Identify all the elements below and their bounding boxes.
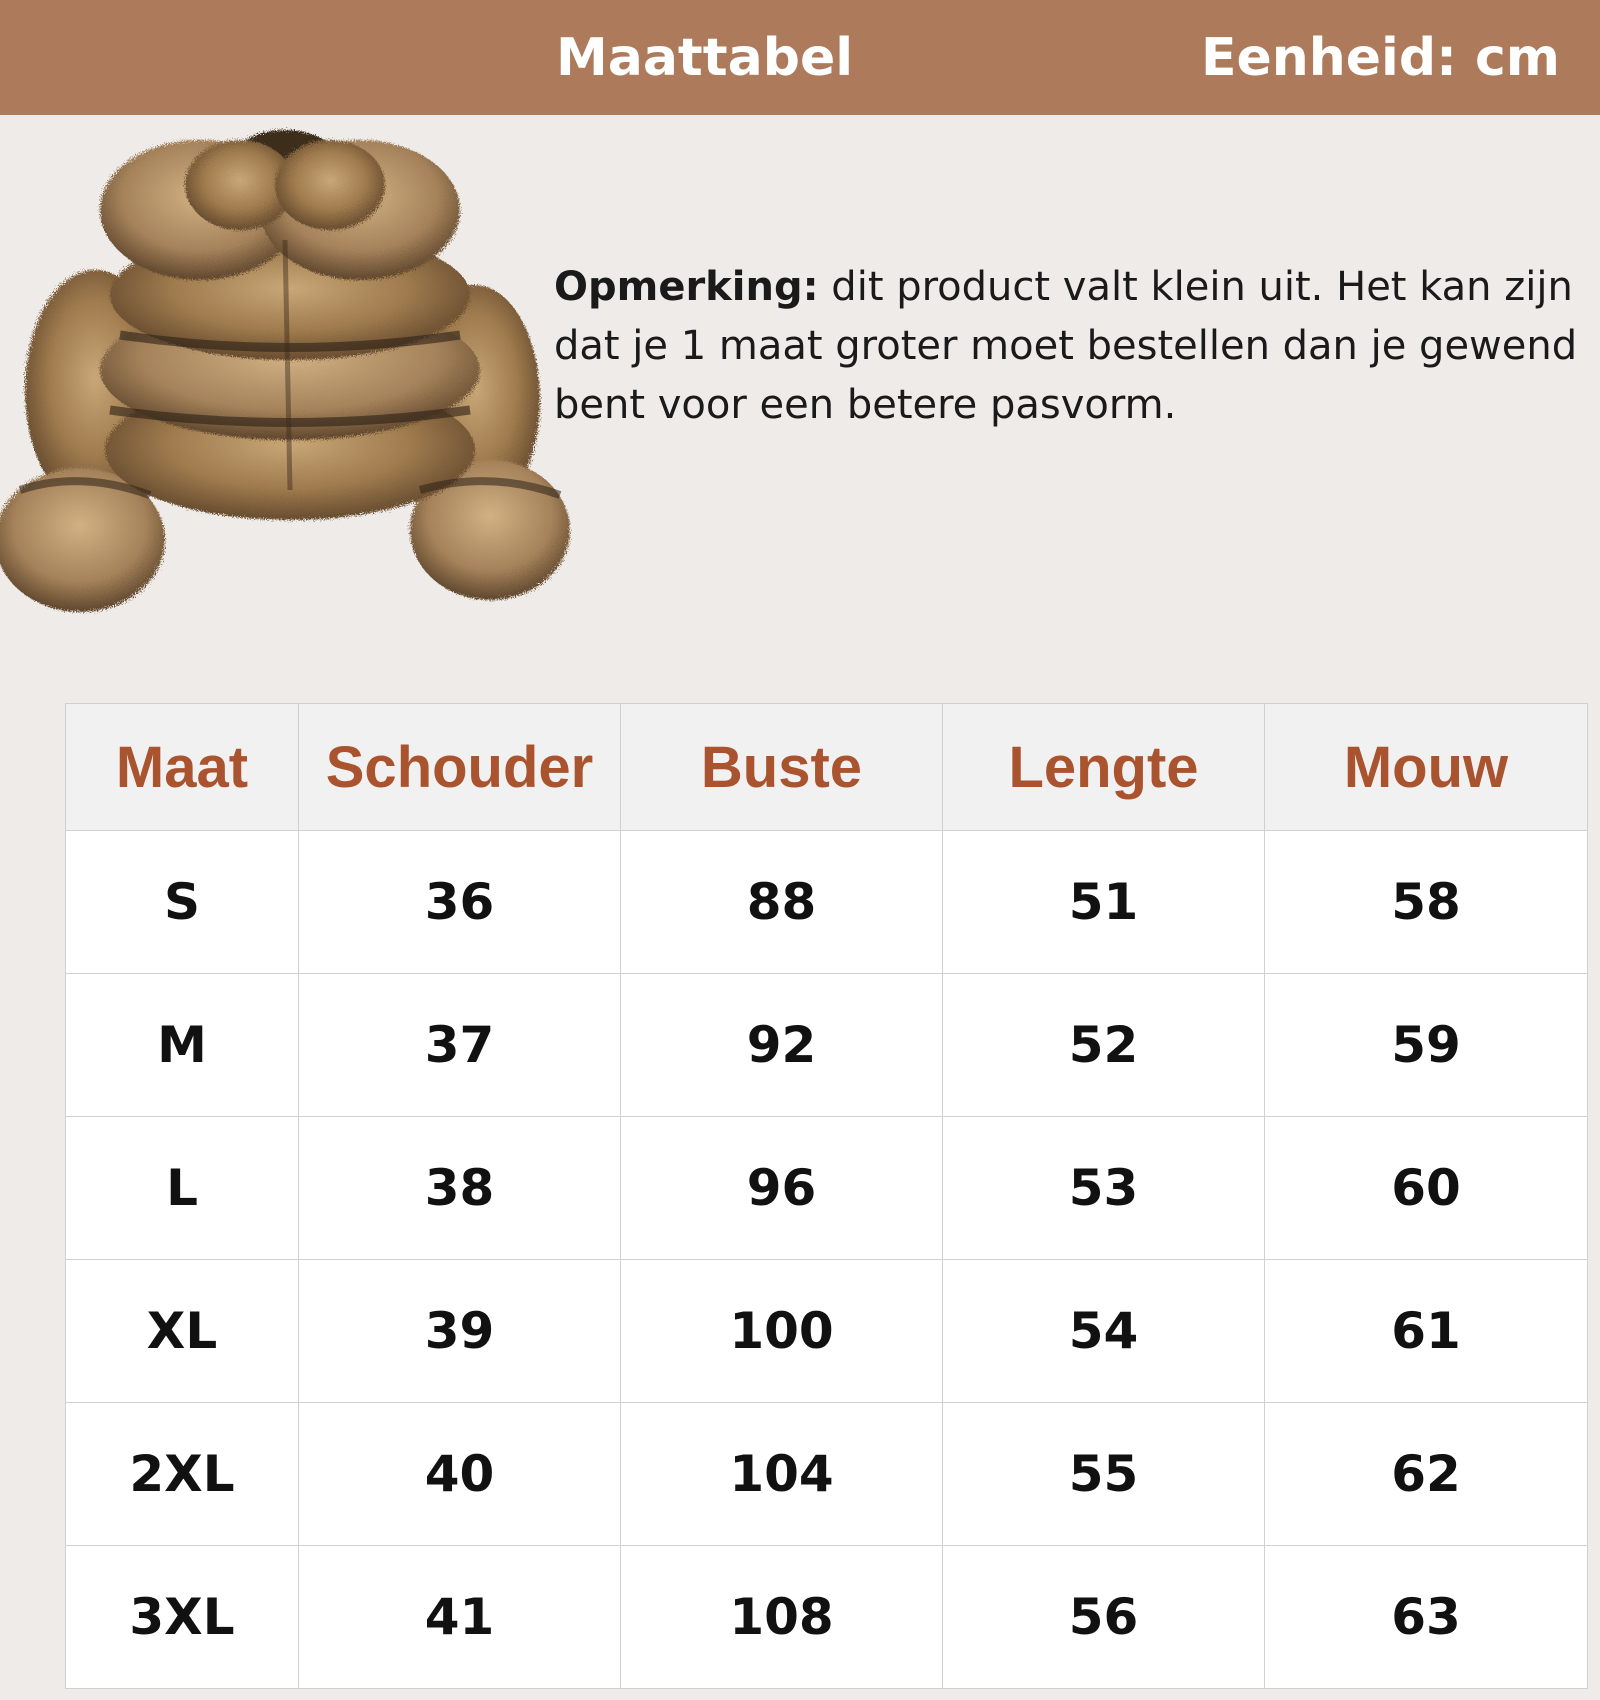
table-cell: 40 bbox=[299, 1403, 621, 1546]
table-cell: 51 bbox=[943, 831, 1265, 974]
table-cell: 92 bbox=[621, 974, 943, 1117]
table-row bbox=[66, 1546, 1588, 1689]
sizing-note bbox=[554, 258, 1594, 435]
page-title: Maattabel bbox=[556, 28, 854, 88]
fur-jacket-image bbox=[0, 110, 580, 630]
table-cell: 37 bbox=[299, 974, 621, 1117]
table-cell: 3XL bbox=[66, 1546, 299, 1689]
table-cell: 38 bbox=[299, 1117, 621, 1260]
table-cell: 36 bbox=[299, 831, 621, 974]
table-header-row bbox=[66, 704, 1588, 831]
table-cell: 88 bbox=[621, 831, 943, 974]
table-cell: 52 bbox=[943, 974, 1265, 1117]
note-label: Opmerking: bbox=[554, 264, 819, 310]
table-cell: 55 bbox=[943, 1403, 1265, 1546]
table-cell: 56 bbox=[943, 1546, 1265, 1689]
column-header-maat: Maat bbox=[66, 704, 299, 831]
table-row bbox=[66, 1117, 1588, 1260]
note-text: dit product valt klein uit. Het kan zijn dat je 1 maat groter moet bestellen dan je gewend bent voor een betere pasvorm. bbox=[554, 264, 1578, 428]
column-header-lengte: Lengte bbox=[943, 704, 1265, 831]
table-cell: 62 bbox=[1265, 1403, 1588, 1546]
column-header-schouder: Schouder bbox=[299, 704, 621, 831]
table-row bbox=[66, 1260, 1588, 1403]
table-cell: 108 bbox=[621, 1546, 943, 1689]
table-cell: 2XL bbox=[66, 1403, 299, 1546]
table-row bbox=[66, 831, 1588, 974]
table-cell: 59 bbox=[1265, 974, 1588, 1117]
table-cell: XL bbox=[66, 1260, 299, 1403]
table-row bbox=[66, 1403, 1588, 1546]
table-cell: 54 bbox=[943, 1260, 1265, 1403]
table-cell: L bbox=[66, 1117, 299, 1260]
header-bar bbox=[0, 0, 1600, 115]
table-cell: 39 bbox=[299, 1260, 621, 1403]
table-cell: 58 bbox=[1265, 831, 1588, 974]
column-header-mouw: Mouw bbox=[1265, 704, 1588, 831]
table-cell: 104 bbox=[621, 1403, 943, 1546]
table-cell: M bbox=[66, 974, 299, 1117]
table-cell: 96 bbox=[621, 1117, 943, 1260]
table-cell: 41 bbox=[299, 1546, 621, 1689]
table-cell: 60 bbox=[1265, 1117, 1588, 1260]
column-header-buste: Buste bbox=[621, 704, 943, 831]
table-cell: S bbox=[66, 831, 299, 974]
table-cell: 53 bbox=[943, 1117, 1265, 1260]
size-table bbox=[65, 703, 1588, 1689]
table-cell: 100 bbox=[621, 1260, 943, 1403]
table-cell: 61 bbox=[1265, 1260, 1588, 1403]
unit-label: Eenheid: cm bbox=[1200, 28, 1560, 88]
table-row bbox=[66, 974, 1588, 1117]
table-cell: 63 bbox=[1265, 1546, 1588, 1689]
